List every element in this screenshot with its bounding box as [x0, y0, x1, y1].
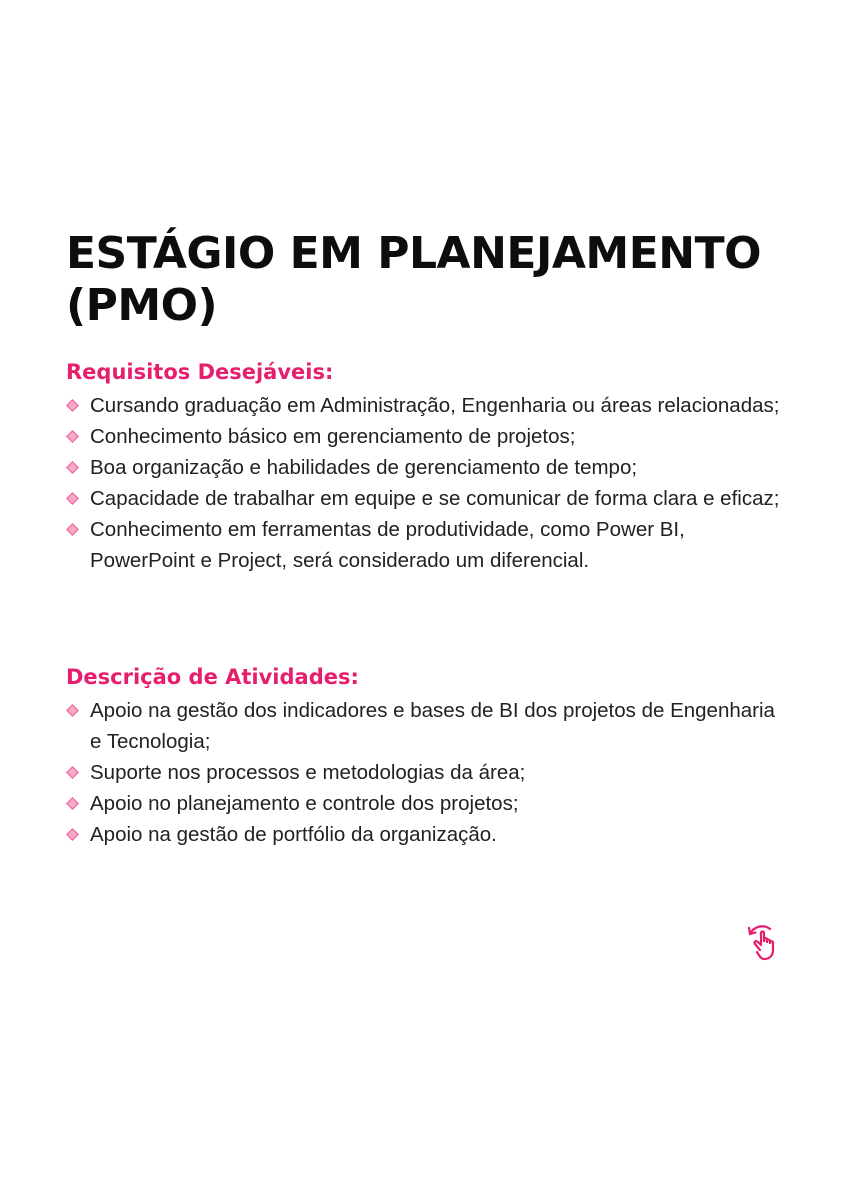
requirements-section [66, 358, 786, 576]
list-item-text: Apoio na gestão dos indicadores e bases de BI dos projetos de Engenharia e Tecnologia; [90, 699, 775, 753]
diamond-bullet-icon [66, 461, 79, 474]
diamond-bullet-icon [66, 492, 79, 505]
list-item-text: Conhecimento básico em gerenciamento de projetos; [90, 425, 576, 448]
list-item [66, 483, 786, 514]
list-item-text: Conhecimento em ferramentas de produtividade, como Power BI, PowerPoint e Project, será considerado um diferencial. [90, 518, 685, 572]
diamond-bullet-icon [66, 766, 79, 779]
requirements-list [66, 390, 786, 576]
list-item-text: Cursando graduação em Administração, Engenharia ou áreas relacionadas; [90, 394, 780, 417]
page-title [66, 228, 786, 332]
diamond-bullet-icon [66, 828, 79, 841]
page-title-line-2: (PMO) [66, 280, 218, 331]
list-item-text: Boa organização e habilidades de gerenciamento de tempo; [90, 456, 638, 479]
list-item [66, 421, 786, 452]
list-item [66, 452, 786, 483]
list-item-text: Apoio no planejamento e controle dos projetos; [90, 792, 519, 815]
list-item [66, 819, 786, 850]
list-item [66, 695, 786, 757]
diamond-bullet-icon [66, 523, 79, 536]
list-item-text: Apoio na gestão de portfólio da organização. [90, 823, 497, 846]
diamond-bullet-icon [66, 704, 79, 717]
list-item [66, 514, 786, 576]
diamond-bullet-icon [66, 399, 79, 412]
list-item [66, 757, 786, 788]
list-item-text: Suporte nos processos e metodologias da área; [90, 761, 526, 784]
activities-heading: Descrição de Atividades: [66, 665, 359, 689]
page-title-line-1: ESTÁGIO EM PLANEJAMENTO [66, 228, 761, 279]
diamond-bullet-icon [66, 797, 79, 810]
diamond-bullet-icon [66, 430, 79, 443]
requirements-heading: Requisitos Desejáveis: [66, 360, 334, 384]
list-item-text: Capacidade de trabalhar em equipe e se comunicar de forma clara e eficaz; [90, 487, 780, 510]
list-item [66, 788, 786, 819]
list-item [66, 390, 786, 421]
activities-list [66, 695, 786, 850]
activities-section [66, 663, 786, 850]
swipe-hand-icon[interactable] [744, 920, 788, 964]
